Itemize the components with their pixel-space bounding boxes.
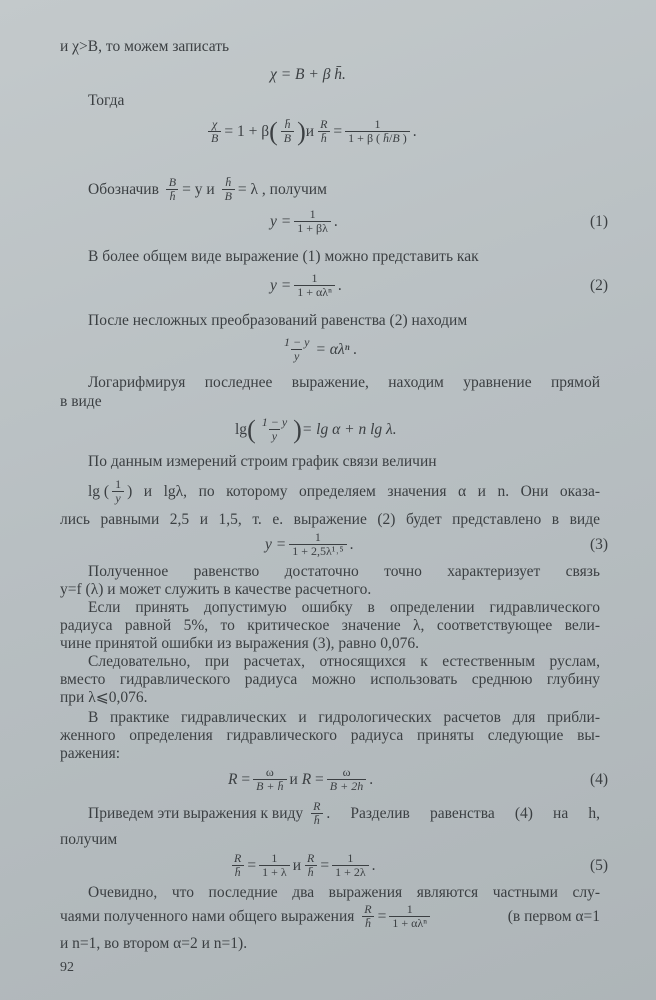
den: y [112, 491, 123, 505]
eq-text: . [349, 535, 354, 553]
den: 1 + β ( h̄/B ) [345, 131, 410, 145]
eq-text: 1 + β [348, 131, 374, 145]
eq-text: = [315, 770, 324, 788]
eq-text: χ = B + β h̄. [270, 66, 346, 83]
text-line: Очевидно, что последние два выражения являются частными слу- [88, 884, 600, 901]
equation-1 [270, 208, 338, 235]
text-line-privedem [88, 800, 600, 827]
num: 1 [347, 851, 354, 865]
text-line: Следовательно, при расчетах, относящихся к естественным руслам, [88, 653, 600, 670]
equation-number: (2) [590, 277, 609, 294]
den: B [281, 131, 294, 145]
text-line: В более общем виде выражение (1) можно представить как [88, 248, 479, 265]
equation-3 [265, 531, 353, 558]
den: 1 + αλⁿ [294, 285, 335, 299]
text-line: и χ>B, то можем записать [60, 38, 230, 55]
num: B [168, 175, 177, 189]
num: 1 [311, 271, 318, 285]
text-line: y=f (λ) и может служить в качестве расчетного. [60, 581, 372, 598]
eq-text: . [333, 212, 338, 230]
eq-text: Приведем эти выражения к виду [88, 804, 304, 822]
fraction [231, 852, 244, 879]
den: B [208, 131, 221, 145]
text-line-chayami [60, 903, 600, 930]
den: y [269, 429, 280, 443]
fraction [317, 118, 330, 145]
equation-2 [270, 272, 342, 299]
eq-text: R [301, 770, 312, 788]
fraction [259, 852, 290, 879]
text-line: вместо гидравлического радиуса можно использовать среднюю глубину [60, 671, 600, 688]
num: h̄ [284, 117, 291, 131]
text-line: получим [60, 831, 118, 848]
eq-text: = αλⁿ . [315, 340, 358, 358]
eq-text: = 1 + β [224, 122, 270, 140]
eq-text: h̄ [383, 131, 390, 145]
fraction [389, 903, 430, 930]
fraction [281, 118, 294, 145]
text-line: Логарифмируя последнее выражение, находим уравнение прямой [88, 374, 600, 391]
eq-text: = λ , получим [237, 180, 327, 198]
num: ω [265, 765, 274, 779]
eq-text: и [289, 770, 298, 788]
den: B + h̄ [253, 779, 286, 793]
equation-number: (3) [590, 536, 609, 553]
equation-number: (4) [590, 771, 609, 788]
equation-alpha [278, 336, 357, 363]
eq-text: y = [270, 276, 292, 294]
eq-text: . Разделив равенства (4) на h, [326, 804, 600, 822]
fraction [332, 852, 369, 879]
num: ω [342, 765, 351, 779]
eq-text: = [333, 122, 343, 140]
text-line: при λ⩽0,076. [60, 689, 148, 706]
eq-text: и [292, 856, 301, 874]
text-line: лись равными 2,5 и 1,5, т. е. выражение (2) будет представлено в виде [60, 511, 600, 528]
text-line: В практике гидравлических и гидрологических расчетов для прибли- [88, 709, 600, 726]
num: R [364, 902, 372, 916]
paren: ) [297, 116, 306, 146]
text-line-lg [88, 478, 600, 505]
paren: ) [293, 414, 302, 444]
den: 1 + βλ [294, 221, 331, 235]
text-line: Тогда [88, 92, 125, 109]
eq-text: B [392, 131, 400, 145]
text-line: радиуса равной 5%, то критическое значение λ, соответствующее вели- [60, 617, 600, 634]
den: h̄ [318, 131, 330, 145]
num: χ [212, 117, 218, 131]
eq-text: (в первом α=1 [507, 907, 600, 925]
num: 1 [115, 477, 122, 491]
fraction [345, 118, 410, 145]
equation-log [235, 416, 397, 443]
fraction [281, 336, 312, 363]
fraction [310, 800, 323, 827]
text-line: Если принять допустимую ошибку в определении гидравлического [88, 599, 600, 616]
fraction [304, 852, 317, 879]
fraction [208, 118, 221, 145]
equation-number: (5) [590, 857, 609, 874]
num: 1 [406, 902, 413, 916]
text-line: После несложных преобразований равенства (2) находим [88, 312, 468, 329]
eq-text: . [412, 122, 417, 140]
num: h̄ [225, 175, 232, 189]
fraction [253, 766, 286, 793]
text-line: По данным измерений строим график связи величин [88, 453, 437, 470]
fraction [222, 176, 235, 203]
num: R [313, 799, 321, 813]
num: 1 [374, 117, 381, 131]
text-line: Полученное равенство достаточно точно характеризует связь [88, 563, 600, 580]
den: 1 + αλⁿ [389, 916, 430, 930]
den: 1 + λ [259, 865, 290, 879]
den: h̄ [166, 189, 178, 203]
den: h̄ [232, 865, 244, 879]
text-line: чине принятой ошибки из выражения (3), равно 0,076. [60, 635, 420, 652]
num: R [320, 117, 328, 131]
paren: ( [247, 414, 256, 444]
num: 1 − y [261, 415, 288, 429]
num: 1 [314, 530, 321, 544]
eq-text: y = [270, 212, 292, 230]
fraction [289, 531, 346, 558]
eq-text: lg [235, 420, 248, 438]
eq-text: R [228, 770, 238, 788]
den: h̄ [362, 916, 374, 930]
text-line: женного определения гидравлического радиуса приняты следующие вы- [60, 727, 600, 744]
eq-text: . [371, 856, 376, 874]
den: h̄ [311, 813, 323, 827]
eq-text: = [241, 770, 251, 788]
num: 1 [271, 851, 278, 865]
eq-text: и [305, 122, 315, 140]
eq-text: y = [265, 535, 287, 553]
eq-text: Обозначив [88, 180, 159, 198]
den: 1 + 2λ [332, 865, 369, 879]
equation-4 [228, 766, 373, 793]
page-number: 92 [60, 960, 74, 975]
eq-text: lg ( [88, 482, 110, 500]
eq-text: = [247, 856, 257, 874]
num: R [234, 851, 242, 865]
num: 1 [309, 207, 316, 221]
equation-5 [228, 852, 376, 879]
text-oboznachiv [88, 176, 327, 203]
den: y [291, 349, 302, 363]
fraction [259, 416, 290, 443]
fraction [327, 766, 366, 793]
fraction [166, 176, 179, 203]
num: R [306, 851, 315, 865]
den: B + 2h [327, 779, 366, 793]
den: 1 + 2,5λ¹˒⁵ [289, 544, 346, 558]
eq-text: = [320, 856, 330, 874]
eq-text: . [337, 276, 342, 294]
paren: ( [269, 116, 278, 146]
den: B [222, 189, 235, 203]
eq-text: = lg α + n lg λ. [301, 420, 397, 438]
equation-ratio [205, 118, 417, 145]
eq-text: чаями полученного нами общего выражения [60, 907, 355, 925]
text-line: ражения: [60, 745, 121, 762]
den: h̄ [305, 865, 317, 879]
fraction [294, 208, 331, 235]
fraction [112, 478, 124, 505]
text-line: и n=1, во втором α=2 и n=1). [60, 935, 248, 952]
equation-chi [270, 66, 346, 84]
equation-number: (1) [590, 213, 609, 230]
num: 1 − y [284, 335, 310, 349]
eq-text: . [369, 770, 374, 788]
eq-text: = [377, 907, 387, 925]
eq-text: = y и [182, 180, 215, 198]
fraction [361, 903, 374, 930]
text-line: в виде [60, 393, 102, 410]
eq-text: ) и lgλ, по которому определяем значения α и n. Они оказа- [127, 482, 600, 500]
fraction [294, 272, 335, 299]
